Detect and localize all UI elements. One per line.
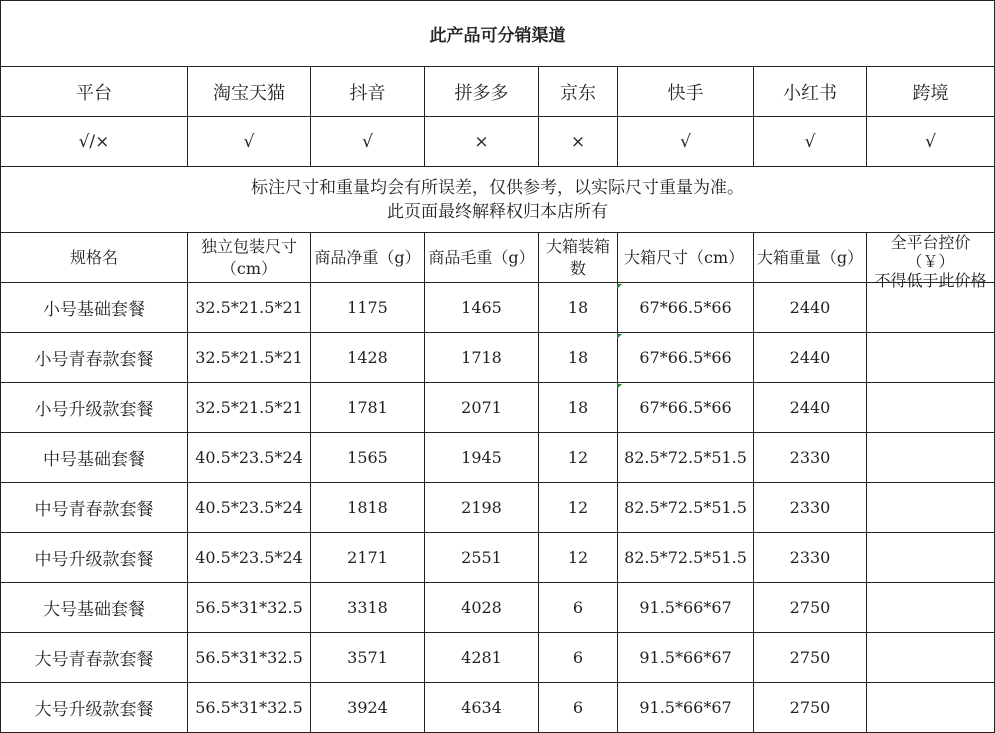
row-box-weight[interactable]: 2750 — [754, 633, 867, 683]
row-box-size[interactable]: 82.5*72.5*51.5 — [618, 483, 754, 533]
row-box-size[interactable]: 91.5*66*67 — [618, 633, 754, 683]
table-row — [1, 333, 995, 383]
row-per-box[interactable]: 12 — [539, 433, 618, 483]
header-pack-size[interactable]: 独立包装尺寸（cm） — [188, 233, 311, 283]
row-spec-name[interactable]: 大号青春款套餐 — [1, 633, 188, 683]
row-per-box[interactable]: 18 — [539, 333, 618, 383]
channel-mark-jd[interactable]: × — [539, 117, 618, 167]
row-price-control[interactable] — [867, 583, 995, 633]
row-spec-name[interactable]: 中号青春款套餐 — [1, 483, 188, 533]
row-box-size[interactable]: 82.5*72.5*51.5 — [618, 433, 754, 483]
header-per-box[interactable]: 大箱装箱数 — [539, 233, 618, 283]
row-box-size[interactable]: 91.5*66*67 — [618, 583, 754, 633]
row-net-weight[interactable]: 2171 — [311, 533, 425, 583]
row-box-weight[interactable]: 2330 — [754, 433, 867, 483]
row-net-weight[interactable]: 1818 — [311, 483, 425, 533]
row-pack-size[interactable]: 40.5*23.5*24 — [188, 483, 311, 533]
row-per-box[interactable]: 18 — [539, 383, 618, 433]
channel-label-row — [1, 67, 995, 117]
header-price-control[interactable] — [867, 233, 995, 290]
row-net-weight[interactable]: 3318 — [311, 583, 425, 633]
header-spec-name[interactable]: 规格名 — [1, 233, 188, 283]
row-pack-size[interactable]: 56.5*31*32.5 — [188, 633, 311, 683]
cell-comment-marker — [617, 384, 622, 389]
table-row — [1, 283, 995, 333]
row-gross-weight[interactable]: 2198 — [425, 483, 539, 533]
row-box-weight[interactable]: 2750 — [754, 583, 867, 633]
row-price-control[interactable] — [867, 483, 995, 533]
row-box-size[interactable]: 67*66.5*66 — [618, 333, 754, 383]
row-net-weight[interactable]: 1428 — [311, 333, 425, 383]
header-gross-weight[interactable]: 商品毛重（g） — [425, 233, 539, 283]
row-spec-name[interactable]: 小号青春款套餐 — [1, 333, 188, 383]
spec-header-row — [1, 233, 995, 283]
row-pack-size[interactable]: 40.5*23.5*24 — [188, 433, 311, 483]
channel-mark-xiaohongshu[interactable]: √ — [754, 117, 867, 167]
header-price-control-text — [867, 233, 994, 290]
channel-label-taobao-tmall[interactable]: 淘宝天猫 — [188, 67, 311, 117]
row-box-weight[interactable]: 2440 — [754, 383, 867, 433]
channel-label-douyin[interactable]: 抖音 — [311, 67, 425, 117]
row-spec-name[interactable]: 大号基础套餐 — [1, 583, 188, 633]
channel-label-xiaohongshu[interactable]: 小红书 — [754, 67, 867, 117]
row-per-box[interactable]: 18 — [539, 283, 618, 333]
row-per-box[interactable]: 12 — [539, 533, 618, 583]
row-box-weight[interactable]: 2330 — [754, 533, 867, 583]
row-box-weight[interactable]: 2750 — [754, 683, 867, 733]
row-box-size[interactable]: 67*66.5*66 — [618, 283, 754, 333]
table-row — [1, 383, 995, 433]
row-pack-size[interactable]: 56.5*31*32.5 — [188, 583, 311, 633]
row-gross-weight[interactable]: 4028 — [425, 583, 539, 633]
row-per-box[interactable]: 6 — [539, 683, 618, 733]
disclaimer-line-2: 此页面最终解释权归本店所有 — [387, 201, 608, 222]
channel-label-cross-border[interactable]: 跨境 — [867, 67, 995, 117]
row-price-control[interactable] — [867, 283, 995, 333]
row-price-control[interactable] — [867, 533, 995, 583]
row-gross-weight[interactable]: 1465 — [425, 283, 539, 333]
row-pack-size[interactable]: 32.5*21.5*21 — [188, 333, 311, 383]
row-box-size[interactable]: 91.5*66*67 — [618, 683, 754, 733]
row-spec-name[interactable]: 大号升级款套餐 — [1, 683, 188, 733]
table-row — [1, 533, 995, 583]
row-per-box[interactable]: 6 — [539, 583, 618, 633]
row-price-control[interactable] — [867, 683, 995, 733]
row-box-size[interactable]: 82.5*72.5*51.5 — [618, 533, 754, 583]
header-net-weight[interactable]: 商品净重（g） — [311, 233, 425, 283]
table-row — [1, 433, 995, 483]
table-row — [1, 583, 995, 633]
row-box-weight[interactable]: 2440 — [754, 333, 867, 383]
channel-mark-legend[interactable]: √/× — [1, 117, 188, 167]
table-row — [1, 483, 995, 533]
row-spec-name[interactable]: 中号升级款套餐 — [1, 533, 188, 583]
row-spec-name[interactable]: 小号基础套餐 — [1, 283, 188, 333]
row-pack-size[interactable]: 32.5*21.5*21 — [188, 283, 311, 333]
channel-mark-row — [1, 117, 995, 167]
row-spec-name[interactable]: 中号基础套餐 — [1, 433, 188, 483]
header-price-control-line-2: （￥） — [906, 252, 955, 271]
row-spec-name[interactable]: 小号升级款套餐 — [1, 383, 188, 433]
channel-mark-douyin[interactable]: √ — [311, 117, 425, 167]
row-net-weight[interactable]: 1565 — [311, 433, 425, 483]
row-net-weight[interactable]: 3924 — [311, 683, 425, 733]
channel-label-platform[interactable]: 平台 — [1, 67, 188, 117]
row-gross-weight[interactable]: 1945 — [425, 433, 539, 483]
row-box-size[interactable]: 67*66.5*66 — [618, 383, 754, 433]
disclaimer-line-1: 标注尺寸和重量均会有所误差，仅供参考，以实际尺寸重量为准。 — [251, 177, 744, 198]
row-gross-weight[interactable]: 4634 — [425, 683, 539, 733]
header-price-control-line-1: 全平台控价 — [890, 233, 971, 252]
row-net-weight[interactable]: 3571 — [311, 633, 425, 683]
row-gross-weight[interactable]: 4281 — [425, 633, 539, 683]
header-box-size[interactable]: 大箱尺寸（cm） — [618, 233, 754, 283]
row-pack-size[interactable]: 40.5*23.5*24 — [188, 533, 311, 583]
disclaimer-cell[interactable] — [1, 167, 995, 233]
channel-label-kuaishou[interactable]: 快手 — [618, 67, 754, 117]
row-per-box[interactable]: 6 — [539, 633, 618, 683]
channel-label-jd[interactable]: 京东 — [539, 67, 618, 117]
row-gross-weight[interactable]: 2551 — [425, 533, 539, 583]
row-price-control[interactable] — [867, 383, 995, 433]
row-box-weight[interactable]: 2440 — [754, 283, 867, 333]
row-price-control[interactable] — [867, 433, 995, 483]
row-price-control[interactable] — [867, 633, 995, 683]
row-gross-weight[interactable]: 1718 — [425, 333, 539, 383]
row-pack-size[interactable]: 56.5*31*32.5 — [188, 683, 311, 733]
sheet-title[interactable]: 此产品可分销渠道 — [1, 1, 995, 67]
channel-mark-cross-border[interactable]: √ — [867, 117, 995, 167]
table-row — [1, 633, 995, 683]
row-per-box[interactable]: 12 — [539, 483, 618, 533]
row-net-weight[interactable]: 1175 — [311, 283, 425, 333]
channel-mark-pinduoduo[interactable]: × — [425, 117, 539, 167]
header-box-weight[interactable]: 大箱重量（g） — [754, 233, 867, 283]
row-box-weight[interactable]: 2330 — [754, 483, 867, 533]
table-row — [1, 683, 995, 733]
header-price-control-line-3: 不得低于此价格 — [874, 271, 987, 290]
channel-mark-taobao-tmall[interactable]: √ — [188, 117, 311, 167]
row-net-weight[interactable]: 1781 — [311, 383, 425, 433]
row-pack-size[interactable]: 32.5*21.5*21 — [188, 383, 311, 433]
row-price-control[interactable] — [867, 333, 995, 383]
cell-comment-marker — [617, 334, 622, 339]
cell-comment-marker — [617, 284, 622, 289]
channel-label-pinduoduo[interactable]: 拼多多 — [425, 67, 539, 117]
row-gross-weight[interactable]: 2071 — [425, 383, 539, 433]
channel-mark-kuaishou[interactable]: √ — [618, 117, 754, 167]
